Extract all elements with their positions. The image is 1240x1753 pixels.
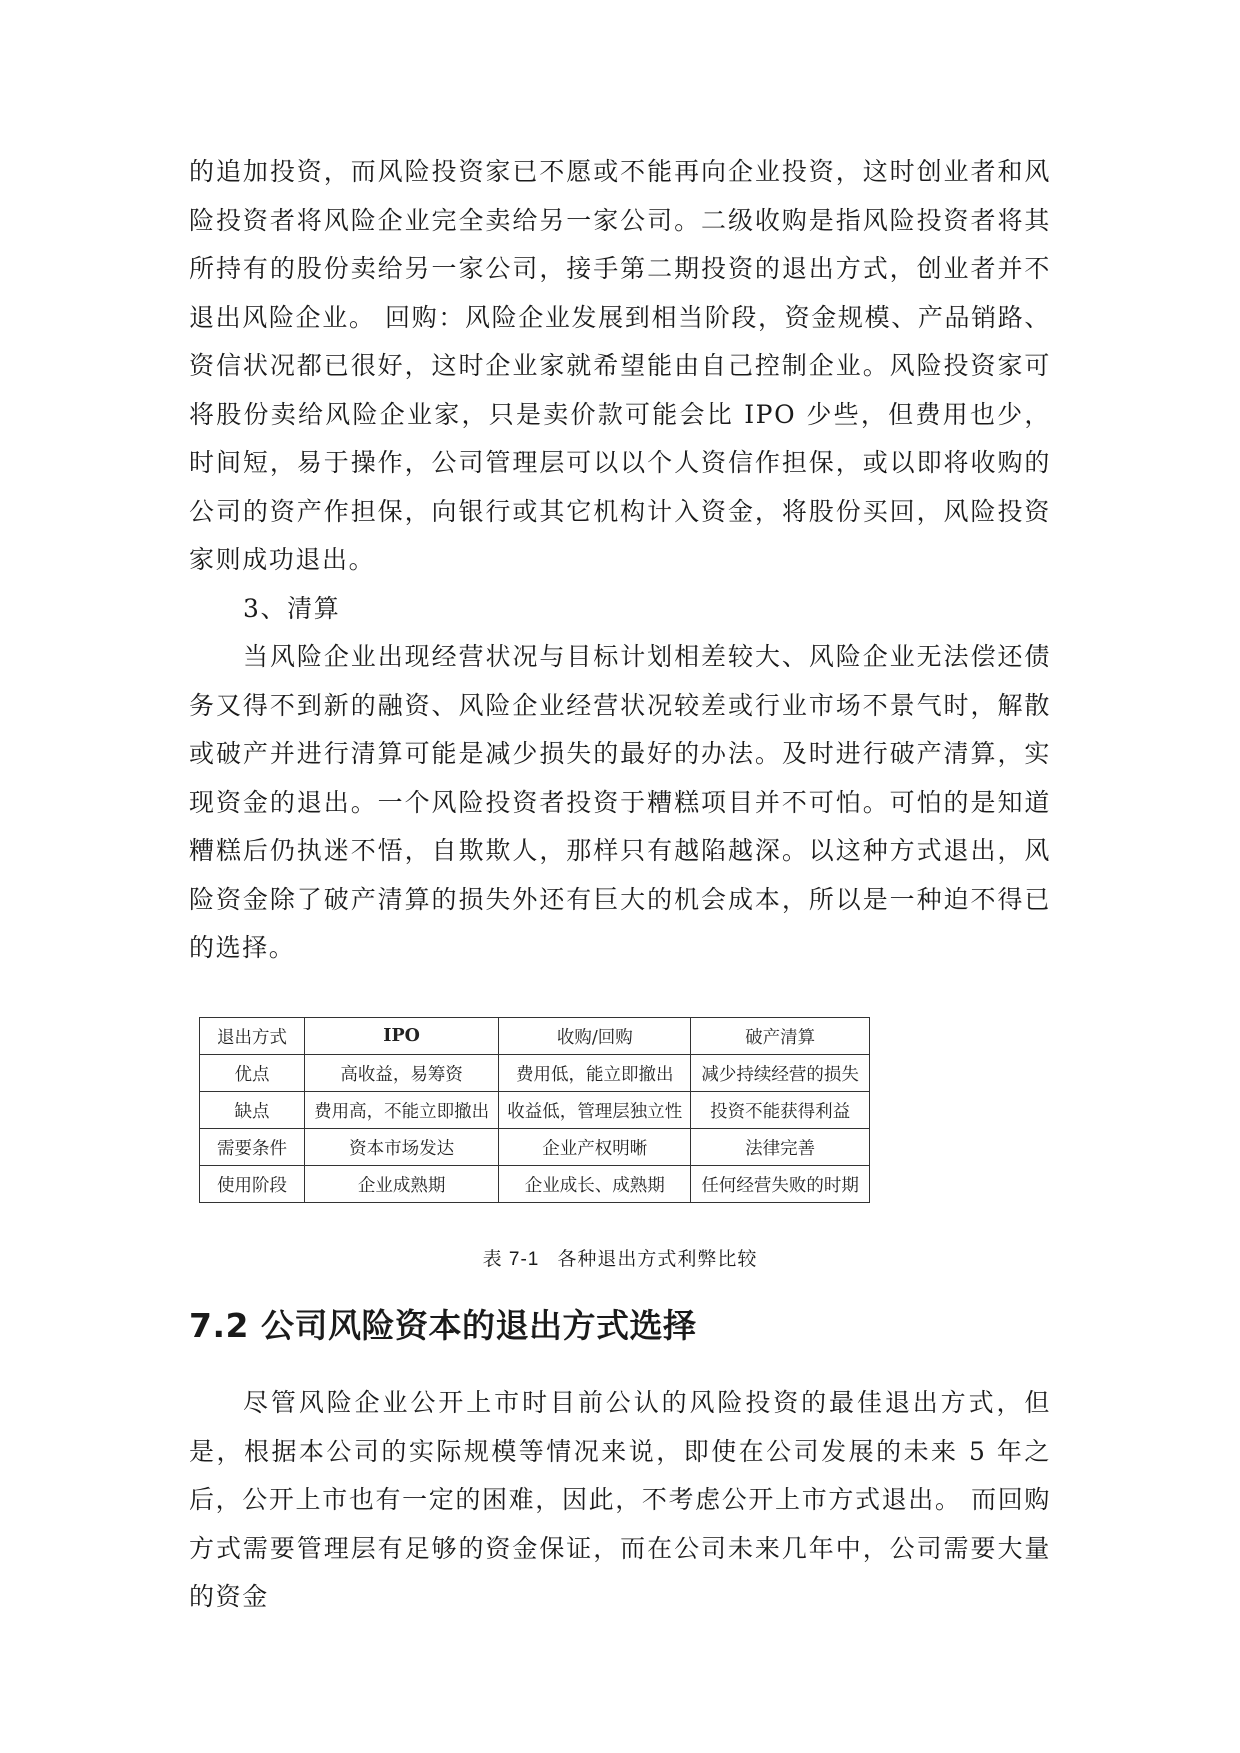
table-cell: 高收益，易筹资 [304,1055,498,1092]
table-cell: 企业成熟期 [304,1166,498,1203]
table-cell: 任何经营失败的时期 [691,1166,870,1203]
paragraph-exit-choice: 尽管风险企业公开上市时目前公认的风险投资的最佳退出方式，但是，根据本公司的实际规模等情况来说，即使在公司发展的未来 5 年之后，公开上市也有一定的困难，因此，不考虑公开上市方式退出。 而回购方式需要管理层有足够的资金保证，而在公司未来几年中，公司需要大量的资金 [189,1388,1051,1611]
table-row [200,1129,870,1166]
table-header-row [200,1018,870,1055]
table-cell: 收益低，管理层独立性 [499,1092,691,1129]
table-caption [0,1244,1240,1271]
section-title: 7.2 公司风险资本的退出方式选择 [189,1306,697,1345]
table-header-cell: IPO [304,1018,498,1055]
table-header-cell: 退出方式 [200,1018,305,1055]
table-row [200,1092,870,1129]
table-header-cell: 破产清算 [691,1018,870,1055]
table-cell: 优点 [200,1055,305,1092]
body-text-section [189,1379,1051,1622]
table-cell: 减少持续经营的损失 [691,1055,870,1092]
table-cell: 投资不能获得利益 [691,1092,870,1129]
table-cell: 缺点 [200,1092,305,1129]
caption-label: 表 7-1 [482,1249,540,1270]
comparison-table-wrapper [199,1017,870,1203]
table-header-cell: 收购/回购 [499,1018,691,1055]
exit-comparison-table [199,1017,870,1203]
table-row [200,1055,870,1092]
table-cell: 企业成长、成熟期 [499,1166,691,1203]
subheading-liquidation: 3、清算 [243,593,341,623]
table-cell: 使用阶段 [200,1166,305,1203]
table-cell: 企业产权明晰 [499,1129,691,1166]
paragraph-acquisition-buyback: 的追加投资，而风险投资家已不愿或不能再向企业投资，这时创业者和风险投资者将风险企业完全卖给另一家公司。二级收购是指风险投资者将其所持有的股份卖给另一家公司，接手第二期投资的退出方式，创业者并不退出风险企业。 回购：风险企业发展到相当阶段，资金规模、产品销路、资信状况都已很好，这时企业家就希望能由自己控制企业。风险投资家可将股份卖给风险企业家，只是卖价款可能会比 IPO 少些，但费用也少，时间短，易于操作，公司管理层可以以个人资信作担保，或以即将收购的公司的资产作担保，向银行或其它机构计入资金，将股份买回，风险投资家则成功退出。 [189,157,1051,574]
paragraph-liquidation: 当风险企业出现经营状况与目标计划相差较大、风险企业无法偿还债务又得不到新的融资、风险企业经营状况较差或行业市场不景气时，解散或破产并进行清算可能是减少损失的最好的办法。及时进行破产清算，实现资金的退出。一个风险投资者投资于糟糕项目并不可怕。可怕的是知道糟糕后仍执迷不悟，自欺欺人，那样只有越陷越深。以这种方式退出，风险资金除了破产清算的损失外还有巨大的机会成本，所以是一种迫不得已的选择。 [189,642,1051,962]
table-cell: 费用低，能立即撤出 [499,1055,691,1092]
table-row [200,1166,870,1203]
table-cell: 法律完善 [691,1129,870,1166]
table-cell: 费用高，不能立即撤出 [304,1092,498,1129]
body-text-top [189,148,1051,973]
table-cell: 需要条件 [200,1129,305,1166]
table-cell: 资本市场发达 [304,1129,498,1166]
caption-text: 各种退出方式利弊比较 [557,1249,758,1270]
